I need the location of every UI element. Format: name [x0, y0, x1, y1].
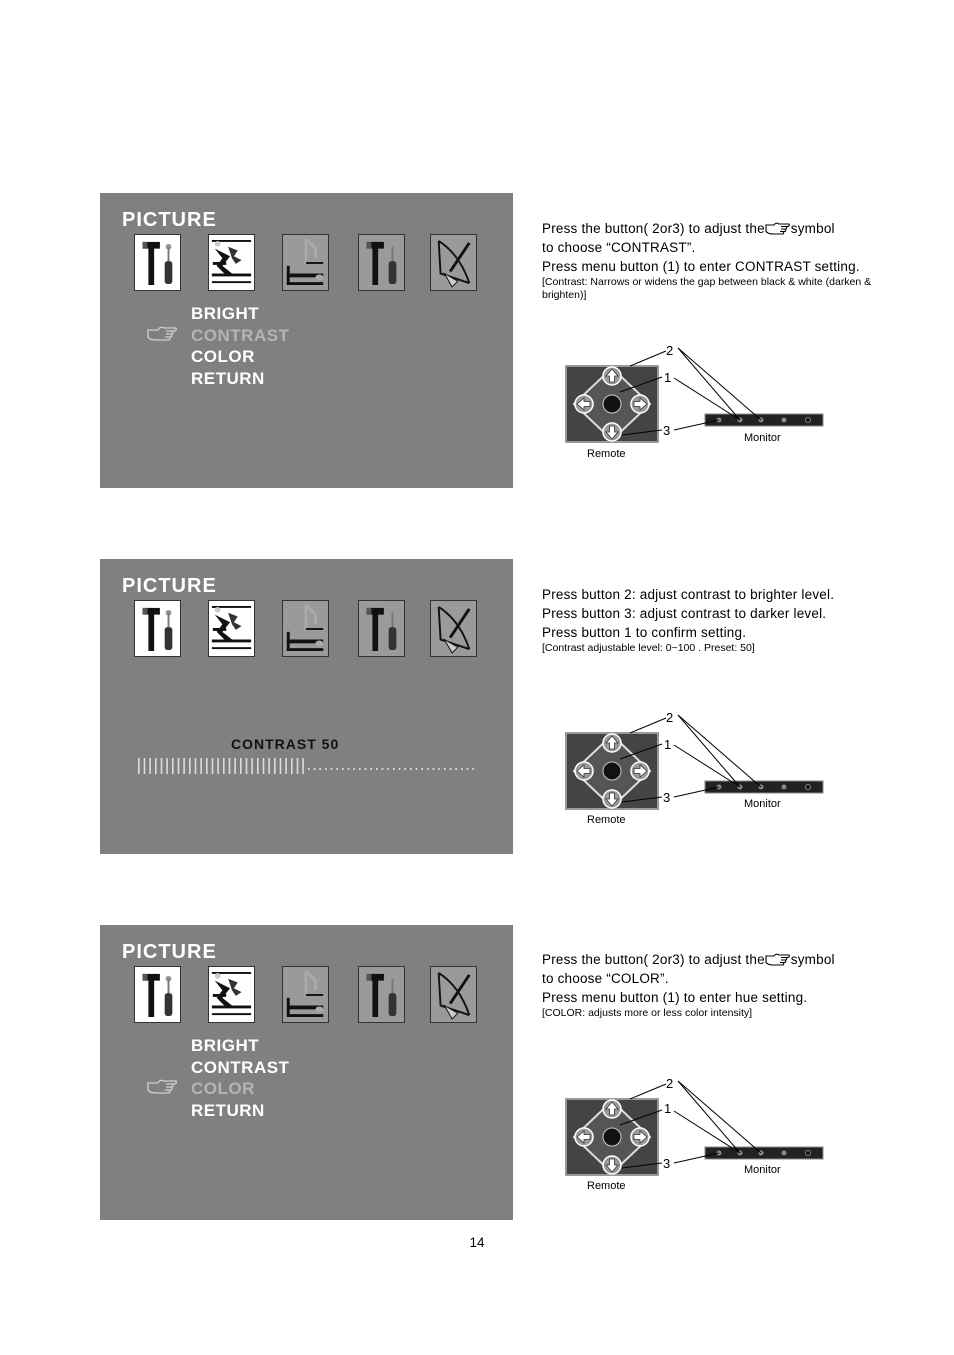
slider-tick-empty — [342, 768, 344, 770]
dish-antenna-icon — [430, 966, 477, 1023]
slider-tick-empty — [359, 768, 361, 770]
slider-tick-empty — [450, 768, 452, 770]
slider-tick-empty — [348, 768, 350, 770]
sound-icon — [282, 234, 329, 291]
remote-monitor-diagram-drawing — [562, 342, 832, 462]
picture-icon — [208, 234, 255, 291]
instruction-line: to choose “CONTRAST”. — [542, 240, 696, 255]
slider-tick-filled — [268, 758, 270, 774]
button-number-1: 1 — [664, 370, 672, 385]
slider-tick-filled — [291, 758, 293, 774]
button-number-1: 1 — [664, 1101, 672, 1116]
button-number-3: 3 — [663, 790, 671, 805]
slider-tick-filled — [246, 758, 248, 774]
instruction-note: [Contrast: Narrows or widens the gap between black & white (darken & brighten)] — [542, 276, 872, 301]
instruction-line: symbol — [790, 221, 835, 236]
slider-tick-empty — [461, 768, 463, 770]
hammer-screwdriver-icon — [358, 600, 405, 657]
instruction-line: Press the button( 2or3) to adjust the — [542, 221, 765, 236]
dish-antenna-icon — [430, 600, 477, 657]
instruction-line: Press the button( 2or3) to adjust the — [542, 952, 765, 967]
slider-tick-filled — [200, 758, 202, 774]
button-number-3: 3 — [663, 1156, 671, 1171]
menu-item-return[interactable]: RETURN — [191, 1100, 265, 1120]
slider-tick-empty — [325, 768, 327, 770]
button-number-2: 2 — [666, 343, 674, 358]
osd-title: PICTURE — [122, 575, 217, 597]
menu-item-contrast[interactable]: CONTRAST — [191, 1057, 290, 1077]
slider-tick-empty — [314, 768, 316, 770]
instruction-text — [542, 950, 902, 1020]
contrast-slider[interactable] — [137, 758, 477, 774]
slider-tick-empty — [438, 768, 440, 770]
slider-tick-empty — [472, 768, 474, 770]
slider-tick-filled — [229, 758, 231, 774]
hammer-screwdriver-icon — [358, 966, 405, 1023]
slider-tick-filled — [274, 758, 276, 774]
instruction-line: Press button 1 to confirm setting. — [542, 625, 747, 640]
hand-pointer-icon — [765, 221, 791, 235]
monitor-label: Monitor — [744, 798, 781, 810]
slider-tick-empty — [410, 768, 412, 770]
slider-tick-filled — [195, 758, 197, 774]
slider-tick-filled — [302, 758, 304, 774]
sound-icon — [282, 600, 329, 657]
button-number-2: 2 — [666, 1076, 674, 1091]
menu-item-color[interactable]: COLOR — [191, 1079, 255, 1098]
menu-item-bright[interactable]: BRIGHT — [191, 1036, 260, 1055]
hammer-screwdriver-icon — [134, 234, 181, 291]
hand-pointer-icon — [765, 952, 791, 966]
dish-antenna-icon — [430, 234, 477, 291]
osd-title: PICTURE — [122, 209, 217, 231]
slider-tick-filled — [280, 758, 282, 774]
instruction-note: [Contrast adjustable level: 0~100 . Preset: 50] — [542, 642, 755, 654]
osd-menu-screen — [100, 925, 513, 1220]
menu-item-return[interactable]: RETURN — [191, 368, 265, 388]
slider-tick-filled — [263, 758, 265, 774]
slider-tick-empty — [427, 768, 429, 770]
button-number-1: 1 — [664, 737, 672, 752]
slider-tick-empty — [455, 768, 457, 770]
slider-tick-filled — [172, 758, 174, 774]
remote-monitor-diagram — [562, 342, 832, 462]
slider-tick-filled — [257, 758, 259, 774]
osd-menu-screen — [100, 193, 513, 488]
remote-label: Remote — [587, 814, 626, 826]
menu-item-contrast[interactable]: CONTRAST — [191, 325, 290, 345]
button-number-3: 3 — [663, 423, 671, 438]
remote-monitor-diagram-drawing — [562, 709, 832, 829]
osd-contrast-screen — [100, 559, 513, 854]
hammer-screwdriver-icon — [134, 600, 181, 657]
slider-tick-empty — [331, 768, 333, 770]
remote-monitor-diagram — [562, 1075, 832, 1195]
menu-item-bright[interactable]: BRIGHT — [191, 304, 260, 323]
instruction-text — [542, 219, 902, 302]
menu-item-color[interactable]: COLOR — [191, 347, 255, 366]
slider-tick-filled — [178, 758, 180, 774]
slider-tick-empty — [370, 768, 372, 770]
hand-pointer-icon — [146, 1077, 178, 1097]
slider-tick-filled — [297, 758, 299, 774]
slider-tick-empty — [393, 768, 395, 770]
slider-tick-filled — [155, 758, 157, 774]
slider-tick-filled — [240, 758, 242, 774]
monitor-label: Monitor — [744, 1164, 781, 1176]
instruction-line: to choose “COLOR”. — [542, 971, 669, 986]
remote-label: Remote — [587, 1180, 626, 1192]
slider-tick-filled — [251, 758, 253, 774]
slider-tick-filled — [138, 758, 140, 774]
hand-pointer-icon — [146, 324, 178, 344]
slider-tick-filled — [217, 758, 219, 774]
slider-tick-filled — [206, 758, 208, 774]
slider-tick-empty — [433, 768, 435, 770]
slider-tick-filled — [144, 758, 146, 774]
hammer-screwdriver-icon — [358, 234, 405, 291]
picture-icon — [208, 600, 255, 657]
slider-tick-filled — [189, 758, 191, 774]
picture-icon — [208, 966, 255, 1023]
slider-tick-empty — [467, 768, 469, 770]
slider-tick-filled — [234, 758, 236, 774]
remote-monitor-diagram-drawing — [562, 1075, 832, 1195]
instruction-note: [COLOR: adjusts more or less color intensity] — [542, 1007, 753, 1019]
remote-label: Remote — [587, 448, 626, 460]
slider-tick-filled — [149, 758, 151, 774]
slider-tick-empty — [319, 768, 321, 770]
slider-tick-filled — [212, 758, 214, 774]
instruction-line: Press button 2: adjust contrast to brighter level. — [542, 587, 835, 602]
hammer-screwdriver-icon — [134, 966, 181, 1023]
instruction-line: Press menu button (1) to enter CONTRAST setting. — [542, 259, 860, 274]
slider-tick-empty — [308, 768, 310, 770]
button-number-2: 2 — [666, 710, 674, 725]
page-number: 14 — [469, 1235, 485, 1250]
osd-menu — [191, 303, 289, 389]
instruction-line: Press button 3: adjust contrast to darker level. — [542, 606, 827, 621]
instruction-line: Press menu button (1) to enter hue setting. — [542, 990, 808, 1005]
slider-tick-empty — [376, 768, 378, 770]
slider-tick-empty — [382, 768, 384, 770]
slider-tick-empty — [365, 768, 367, 770]
instruction-text — [542, 585, 902, 655]
slider-tick-filled — [223, 758, 225, 774]
contrast-slider-label: CONTRAST 50 — [231, 736, 340, 752]
instruction-line: symbol — [790, 952, 835, 967]
slider-tick-filled — [166, 758, 168, 774]
osd-title: PICTURE — [122, 941, 217, 963]
slider-tick-empty — [421, 768, 423, 770]
osd-menu — [191, 1035, 289, 1121]
slider-tick-empty — [399, 768, 401, 770]
slider-tick-filled — [183, 758, 185, 774]
sound-icon — [282, 966, 329, 1023]
slider-tick-filled — [285, 758, 287, 774]
monitor-label: Monitor — [744, 432, 781, 444]
remote-monitor-diagram — [562, 709, 832, 829]
slider-tick-empty — [444, 768, 446, 770]
slider-tick-empty — [387, 768, 389, 770]
slider-tick-empty — [416, 768, 418, 770]
slider-tick-empty — [404, 768, 406, 770]
slider-tick-empty — [353, 768, 355, 770]
slider-tick-empty — [336, 768, 338, 770]
slider-tick-filled — [161, 758, 163, 774]
